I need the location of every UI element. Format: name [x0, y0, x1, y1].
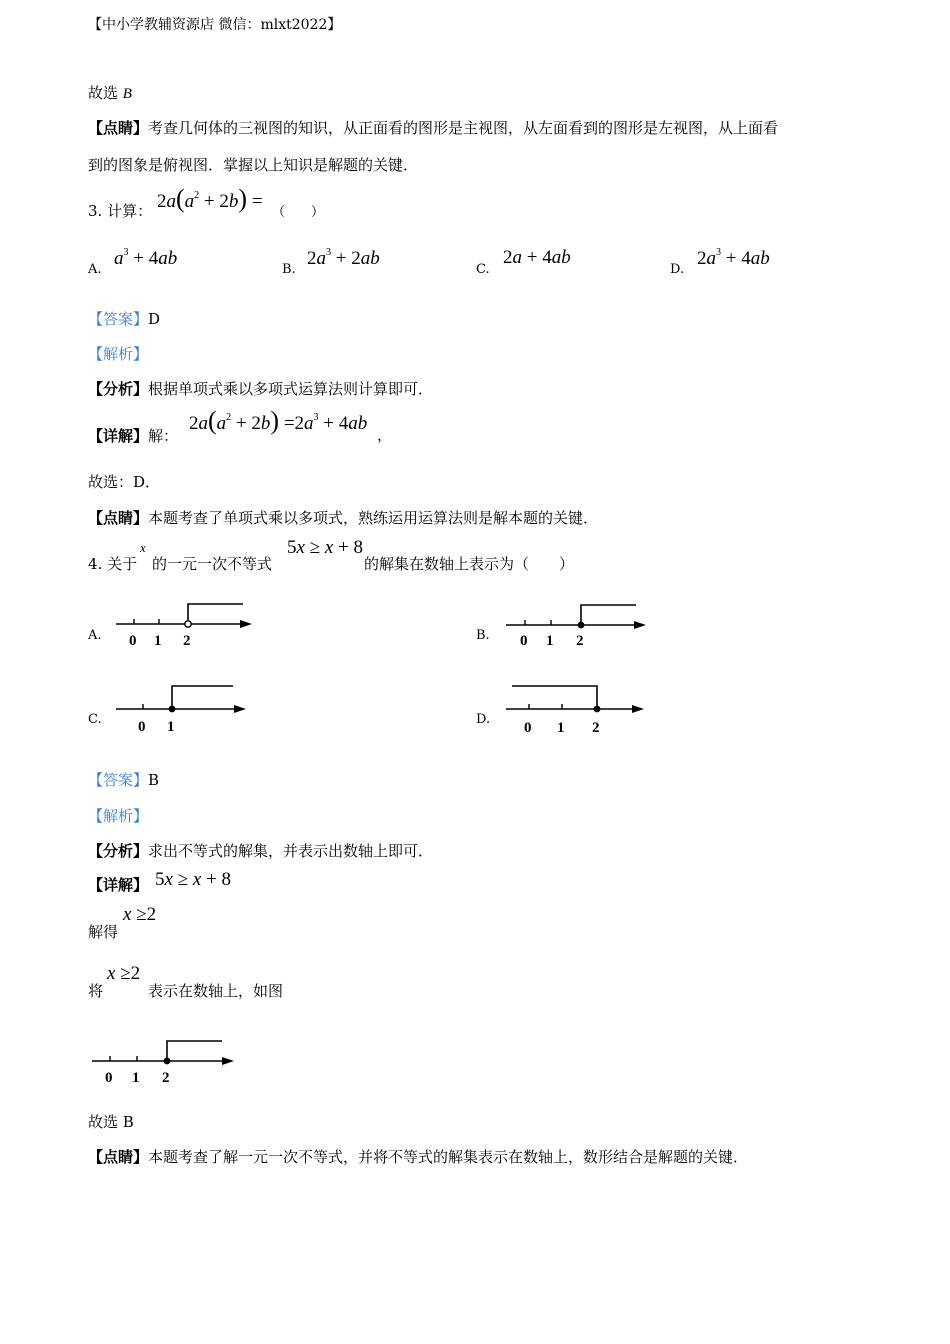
q4-b-tick-0: 0	[520, 633, 528, 649]
q4-mark-solution: x ≥2	[107, 963, 141, 984]
q4-a-tick-2: 2	[183, 633, 191, 649]
q4-comment-tag: 【点睛】	[88, 1148, 149, 1166]
q2-comment-text1: 考查几何体的三视图的知识，从正面看的图形是主视图，从左面看到的图形是左视图，从上面看	[148, 119, 779, 137]
q3-option-d-label: D.	[670, 262, 685, 277]
q3-detail	[88, 425, 178, 446]
q4-option-c-numberline	[112, 680, 252, 738]
q3-answer-value: D	[148, 310, 161, 328]
q3-comment-text: 本题考查了单项式乘以多项式，熟练运用运算法则是解本题的关键．	[148, 509, 599, 527]
q4-option-a-numberline	[112, 598, 258, 652]
q4-stem-suffix: 的解集在数轴上表示为（ ）	[364, 555, 575, 573]
q4-final-numberline	[88, 1034, 240, 1088]
q3-option-a-label: A.	[88, 262, 102, 277]
q4-fenxi-text: 求出不等式的解集，并表示出数轴上即可．	[148, 842, 434, 860]
q3-option-b-label: B.	[282, 262, 296, 277]
q4-fenxi-tag: 【分析】	[88, 842, 149, 860]
q2-comment-tag: 【点睛】	[88, 119, 149, 137]
q4-option-c-label: C.	[88, 712, 102, 727]
q4-option-b-label: B.	[476, 628, 490, 643]
q4-answer-tag: 【答案】	[88, 771, 149, 789]
q2-comment-line2: 到的图象是俯视图．掌握以上知识是解题的关键．	[88, 156, 419, 174]
q4-option-d-label: D.	[476, 712, 491, 727]
q4-a-tick-0: 0	[129, 633, 137, 649]
q2-conclusion-var: B	[122, 86, 132, 102]
q4-d-tick-2: 2	[592, 720, 600, 736]
q4-d-tick-0: 0	[524, 720, 532, 736]
q4-option-b-numberline	[502, 598, 652, 652]
q4-mark-prefix: 将	[88, 982, 104, 1000]
q3-paren: （ ）	[272, 205, 325, 220]
q4-comment	[88, 1146, 748, 1167]
q4-inequality: 5x ≥ x + 8	[287, 537, 364, 558]
q4-stem-prefix: 4. 关于	[88, 555, 138, 573]
q3-detail-prefix: 解：	[148, 427, 179, 445]
q4-mark-suffix: 表示在数轴上，如图	[148, 982, 284, 1000]
q4-stem-var: x	[140, 540, 146, 555]
q4-stem-mid: 的一元一次不等式	[152, 555, 273, 573]
q3-comment	[88, 507, 598, 528]
q4-fenxi	[88, 840, 433, 861]
q4-answer-value: B	[148, 771, 160, 789]
q4-b-tick-1: 1	[546, 633, 554, 649]
q3-fenxi-text: 根据单项式乘以多项式运算法则计算即可．	[148, 380, 434, 398]
q4-c-tick-0: 0	[138, 719, 146, 735]
q3-conclusion: 故选：D．	[88, 473, 161, 491]
q4-final-tick-0: 0	[105, 1070, 113, 1086]
q3-option-a: $a^3 + 4ab$	[114, 247, 178, 269]
q4-solve-prefix: 解得	[88, 923, 119, 941]
q3-fenxi-tag: 【分析】	[88, 380, 149, 398]
page-header: 【中小学教辅资源店 微信：mlxt2022】	[88, 17, 342, 33]
q4-detail-inequality: 5x ≥ x + 8	[155, 869, 232, 890]
q3-option-c: 2a + 4ab	[503, 247, 571, 268]
q3-detail-expression: $2a(a^2 + 2b) =2a^3 + 4ab$	[189, 406, 368, 435]
q4-answer	[88, 769, 159, 790]
q2-conclusion	[88, 82, 132, 103]
q4-a-tick-1: 1	[154, 633, 162, 649]
q3-option-d: $2a^3 + 4ab$	[697, 247, 770, 269]
q4-d-tick-1: 1	[557, 720, 565, 736]
q4-detail-tag: 【详解】	[88, 876, 149, 894]
q4-analysis-tag: 【解析】	[88, 807, 149, 825]
q3-stem: 3. 计算：	[88, 202, 153, 220]
q2-comment-line1	[88, 117, 778, 138]
q3-option-c-label: C.	[476, 262, 490, 277]
q3-detail-tag: 【详解】	[88, 427, 149, 445]
q3-option-b: $2a^3 + 2ab$	[307, 247, 380, 269]
q4-option-d-numberline	[504, 680, 650, 738]
q3-analysis-tag: 【解析】	[88, 345, 149, 363]
q4-conclusion: 故选 B	[88, 1113, 134, 1131]
q4-comment-text: 本题考查了解一元一次不等式，并将不等式的解集表示在数轴上，数形结合是解题的关键．	[148, 1148, 749, 1166]
q3-answer-tag: 【答案】	[88, 310, 149, 328]
q4-final-tick-1: 1	[132, 1070, 140, 1086]
q3-comment-tag: 【点睛】	[88, 509, 149, 527]
q4-c-tick-1: 1	[167, 719, 175, 735]
q4-solution: x ≥2	[123, 904, 157, 925]
q4-b-tick-2: 2	[576, 633, 584, 649]
q3-detail-suffix: ，	[377, 426, 393, 444]
q3-expression: $2a(a^2 + 2b)$ =	[157, 184, 263, 213]
q3-fenxi	[88, 378, 433, 399]
q4-final-tick-2: 2	[162, 1070, 170, 1086]
q2-conclusion-text: 故选	[88, 84, 119, 102]
q4-detail	[88, 874, 148, 895]
q3-answer	[88, 308, 160, 329]
q4-option-a-label: A.	[88, 628, 102, 643]
